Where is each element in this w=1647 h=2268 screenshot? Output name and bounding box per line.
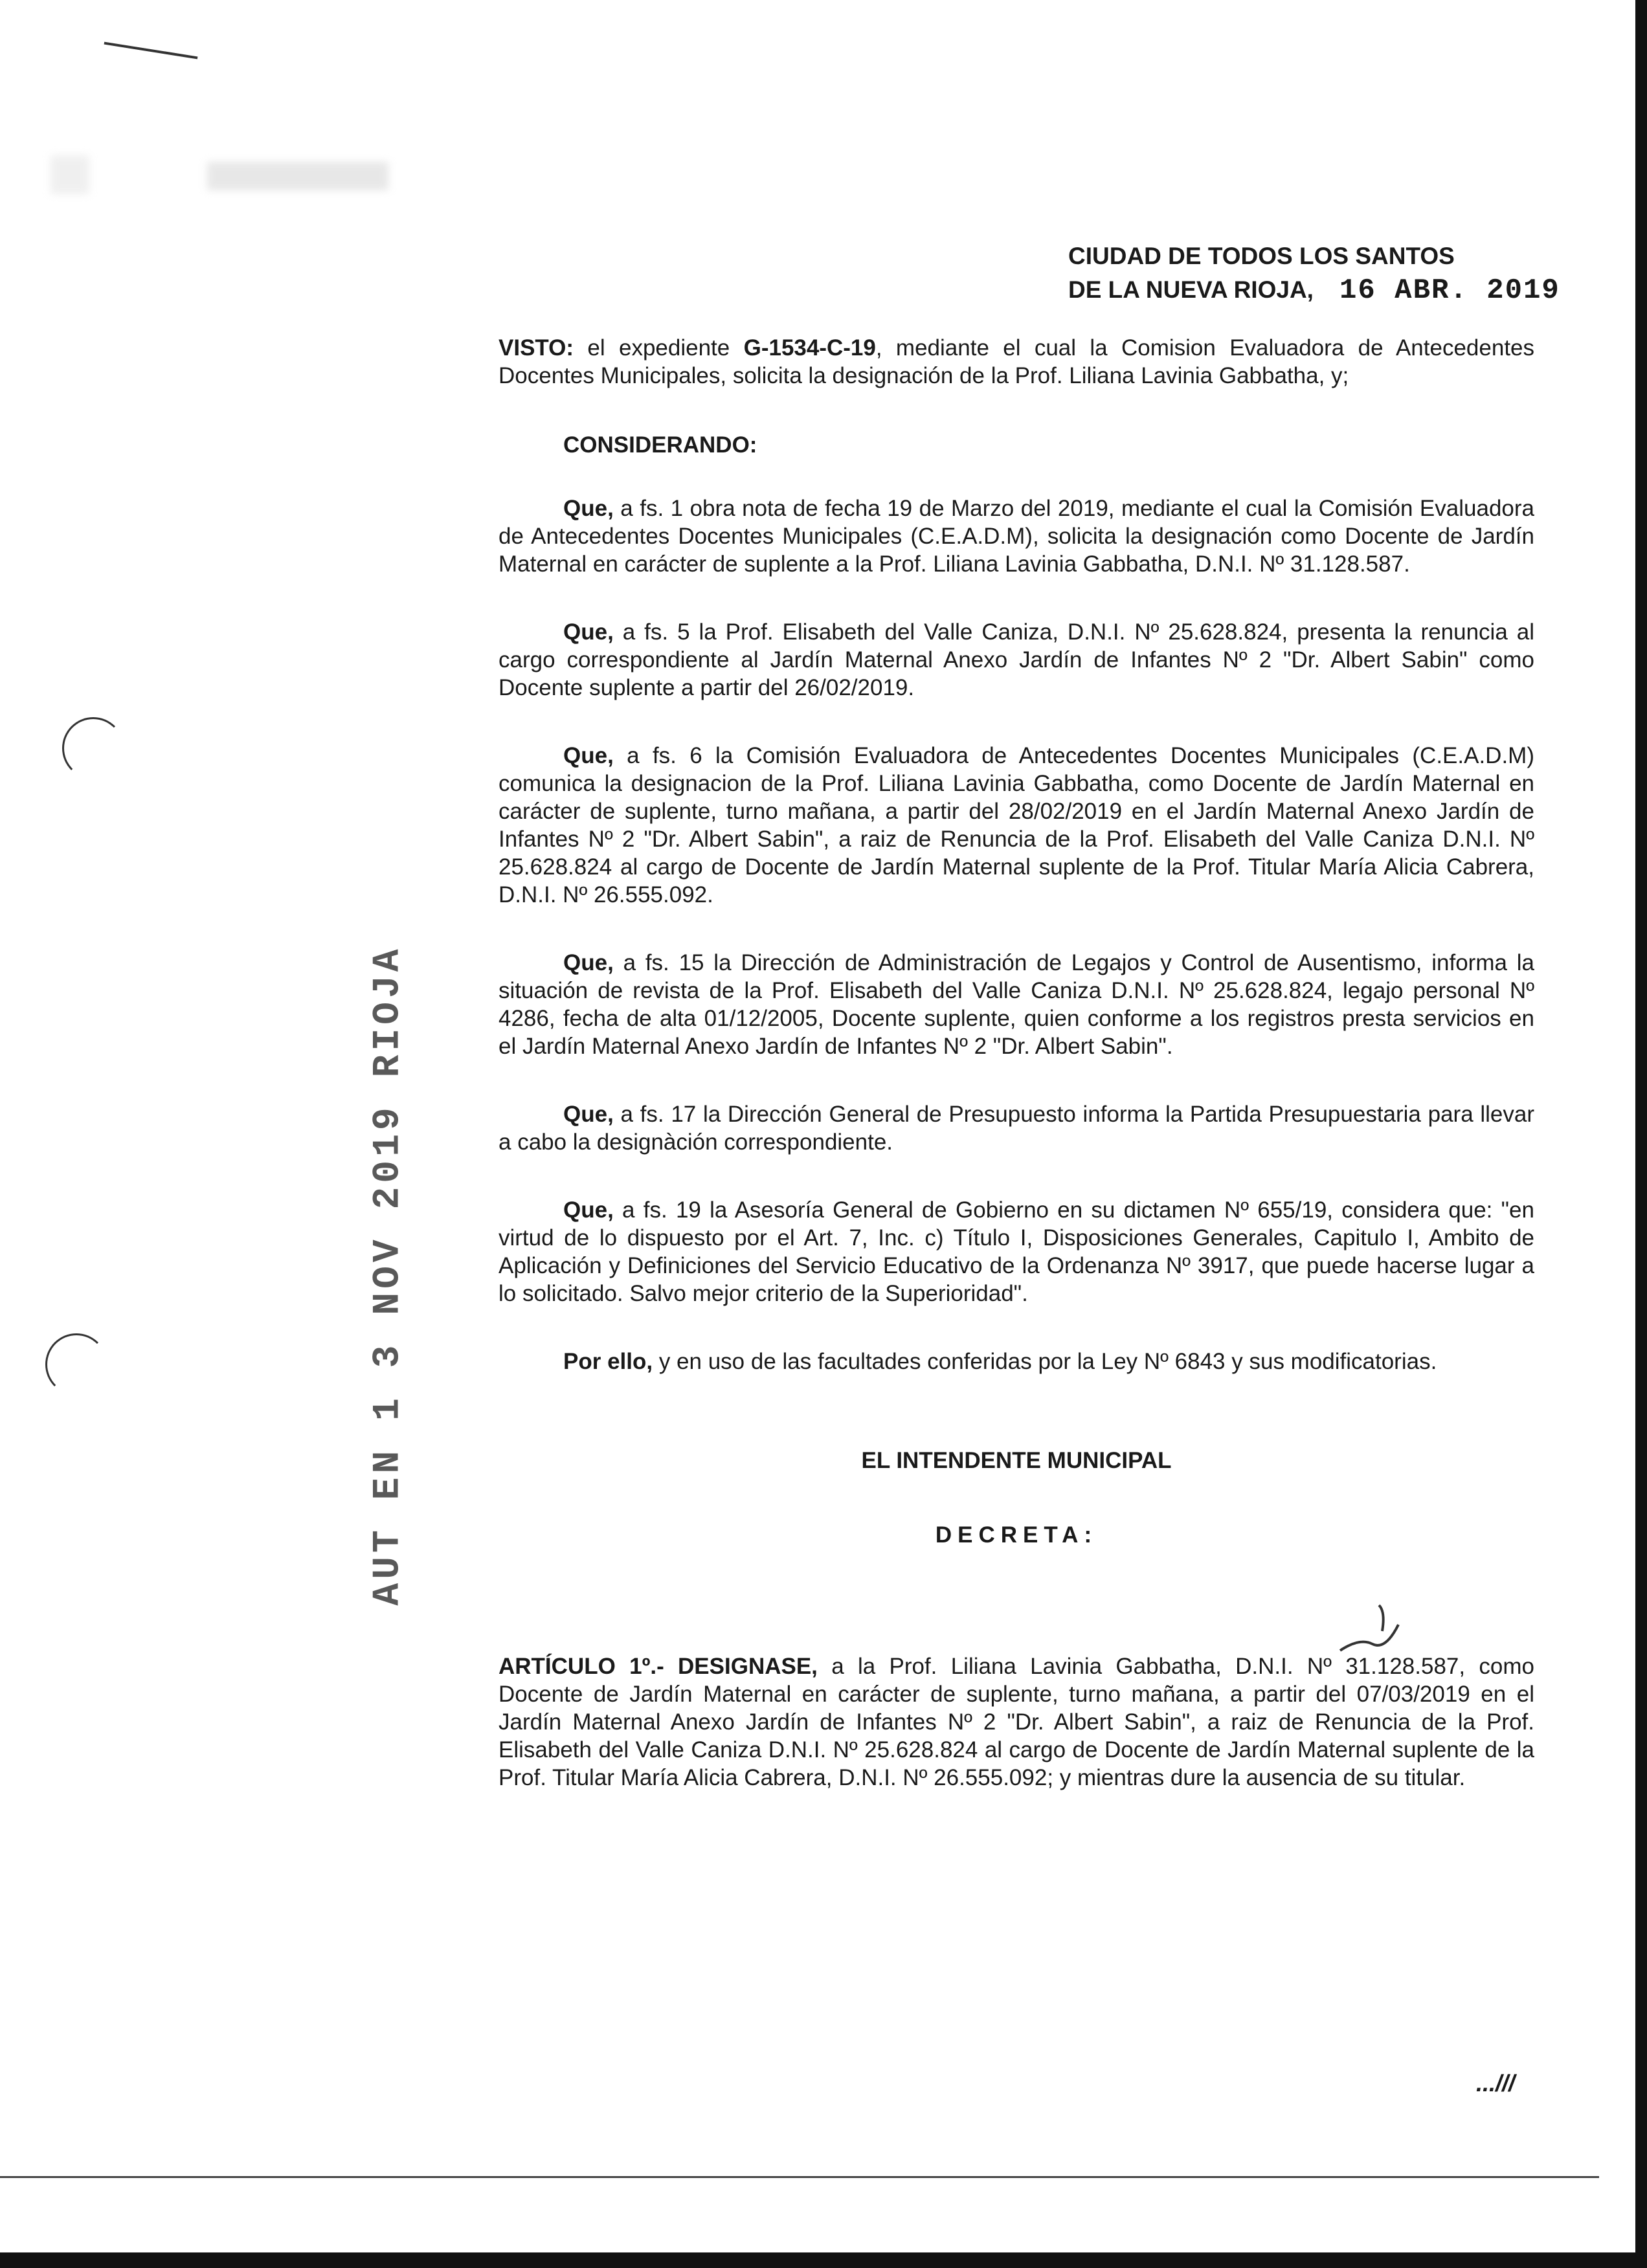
paragraph-lead: Que, (563, 743, 614, 768)
header-city-line2 (1068, 273, 1560, 307)
side-stamp (350, 944, 427, 1606)
articulo-text: a la Prof. Liliana Lavinia Gabbatha, D.N.I. Nº 31.128.587, como Docente de Jardín Maternal en carácter de suplente, turno mañana, a partir del 07/03/2019 en el Jardín Maternal Anexo Jardín de Infantes Nº 2 "Dr. Albert Sabin", a raiz de Renuncia de la Prof. Elisabeth del Valle Caniza D.N.I. Nº 25.628.824 al cargo de Docente de Jardín Maternal suplente de la Prof. Titular María Alicia Cabrera, D.N.I. Nº 26.555.092; y mientras dure la ausencia de su titular. (499, 1654, 1534, 1790)
articulo-keyword: DESIGNASE, (678, 1654, 818, 1679)
paragraph-text: a fs. 15 la Dirección de Administración de Legajos y Control de Ausentismo, informa la situación de revista de la Prof. Elisabeth del Valle Caniza D.N.I. Nº 25.628.824, legajo personal Nº 4286, fecha de alta 01/12/2005, Docente suplente, quien conforme a los registros presta servicios en el Jardín Maternal Anexo Jardín de Infantes Nº 2 "Dr. Albert Sabin". (499, 950, 1534, 1059)
visto-label: VISTO: (499, 335, 574, 361)
header-city-line1: CIUDAD DE TODOS LOS SANTOS (1068, 243, 1455, 269)
considerando-paragraph (499, 1196, 1534, 1307)
articulo-title: ARTÍCULO 1º.- (499, 1654, 664, 1679)
considerando-paragraph (499, 495, 1534, 578)
por-ello-lead: Por ello, (563, 1349, 653, 1374)
considerando-paragraph (499, 949, 1534, 1060)
bleed-through-mark (50, 155, 89, 194)
articulo-1 (499, 1652, 1534, 1792)
scan-border-right (1635, 0, 1647, 2268)
paragraph-text: a fs. 17 la Dirección General de Presupuesto informa la Partida Presupuestaria para llevar a cabo la designàción correspondiente. (499, 1102, 1534, 1155)
visto-text: el expediente (574, 335, 744, 361)
bleed-through-mark (207, 162, 388, 190)
document-body (499, 334, 1534, 1792)
signature-mark (1334, 1592, 1411, 1663)
paragraph-lead: Que, (563, 1197, 614, 1223)
header-city-name: DE LA NUEVA RIOJA, (1068, 276, 1314, 303)
visto-paragraph (499, 334, 1534, 390)
scan-border-bottom (0, 2252, 1647, 2268)
side-stamp-text: AUT EN 1 3 NOV 2019 RIOJA (367, 944, 410, 1606)
continuation-mark: .../// (1476, 2070, 1516, 2096)
page-edge-line (0, 2176, 1599, 2178)
paragraph-lead: Que, (563, 496, 614, 521)
punch-hole (62, 717, 124, 779)
por-ello-paragraph (499, 1348, 1534, 1375)
paragraph-text: a fs. 6 la Comisión Evaluadora de Antecedentes Docentes Municipales (C.E.A.D.M) comunica la designacion de la Prof. Liliana Lavinia Gabbatha, como Docente de Jardín Maternal en carácter de suplente, turno mañana, a partir del 28/02/2019 en el Jardín Maternal Anexo Jardín de Infantes Nº 2 "Dr. Albert Sabin", a raiz de Renuncia de la Prof. Elisabeth del Valle Caniza D.N.I. Nº 25.628.824 al cargo de Docente de Jardín Maternal suplente de la Prof. Titular María Alicia Cabrera, D.N.I. Nº 26.555.092. (499, 743, 1534, 907)
paragraph-text: a fs. 5 la Prof. Elisabeth del Valle Caniza, D.N.I. Nº 25.628.824, presenta la renuncia al cargo correspondiente al Jardín Maternal Anexo Jardín de Infantes Nº 2 "Dr. Albert Sabin" como Docente suplente a partir del 26/02/2019. (499, 619, 1534, 700)
por-ello-text: y en uso de las facultades conferidas por la Ley Nº 6843 y sus modificatorias. (653, 1349, 1437, 1374)
considerando-paragraph (499, 742, 1534, 909)
considerando-paragraph (499, 618, 1534, 702)
paragraph-lead: Que, (563, 619, 614, 645)
punch-hole (45, 1333, 107, 1395)
pen-mark (104, 42, 198, 60)
paragraph-text: a fs. 19 la Asesoría General de Gobierno en su dictamen Nº 655/19, considera que: "en virtud de lo dispuesto por el Art. 7, Inc. c) Título I, Disposiciones Generales, Capitulo I, Ambito de Aplicación y Definiciones del Servicio Educativo de la Ordenanza Nº 3917, que puede hacerse lugar a lo solicitado. Salvo mejor criterio de la Superioridad". (499, 1197, 1534, 1306)
considerando-heading: CONSIDERANDO: (563, 432, 757, 458)
paragraph-text: a fs. 1 obra nota de fecha 19 de Marzo del 2019, mediante el cual la Comisión Evaluadora de Antecedentes Docentes Municipales (C.E.A.D.M), solicita la designación como Docente de Jardín Maternal en carácter de suplente a la Prof. Liliana Lavinia Gabbatha, D.N.I. Nº 31.128.587. (499, 496, 1534, 577)
considerando-paragraph (499, 1100, 1534, 1156)
visto-rest: , mediante el cual la Comision Evaluadora de Antecedentes Docentes Municipales, solicita la designación de la Prof. Liliana Lavinia Gabbatha, y; (499, 335, 1535, 388)
expediente-number: G-1534-C-19 (743, 335, 876, 361)
document-header (1068, 239, 1560, 307)
paragraph-lead: Que, (563, 950, 614, 975)
paragraph-lead: Que, (563, 1102, 614, 1127)
date-stamp: 16 ABR. 2019 (1339, 274, 1560, 307)
intendente-heading: EL INTENDENTE MUNICIPAL (861, 1448, 1172, 1473)
decreta-heading: DECRETA: (935, 1522, 1098, 1548)
